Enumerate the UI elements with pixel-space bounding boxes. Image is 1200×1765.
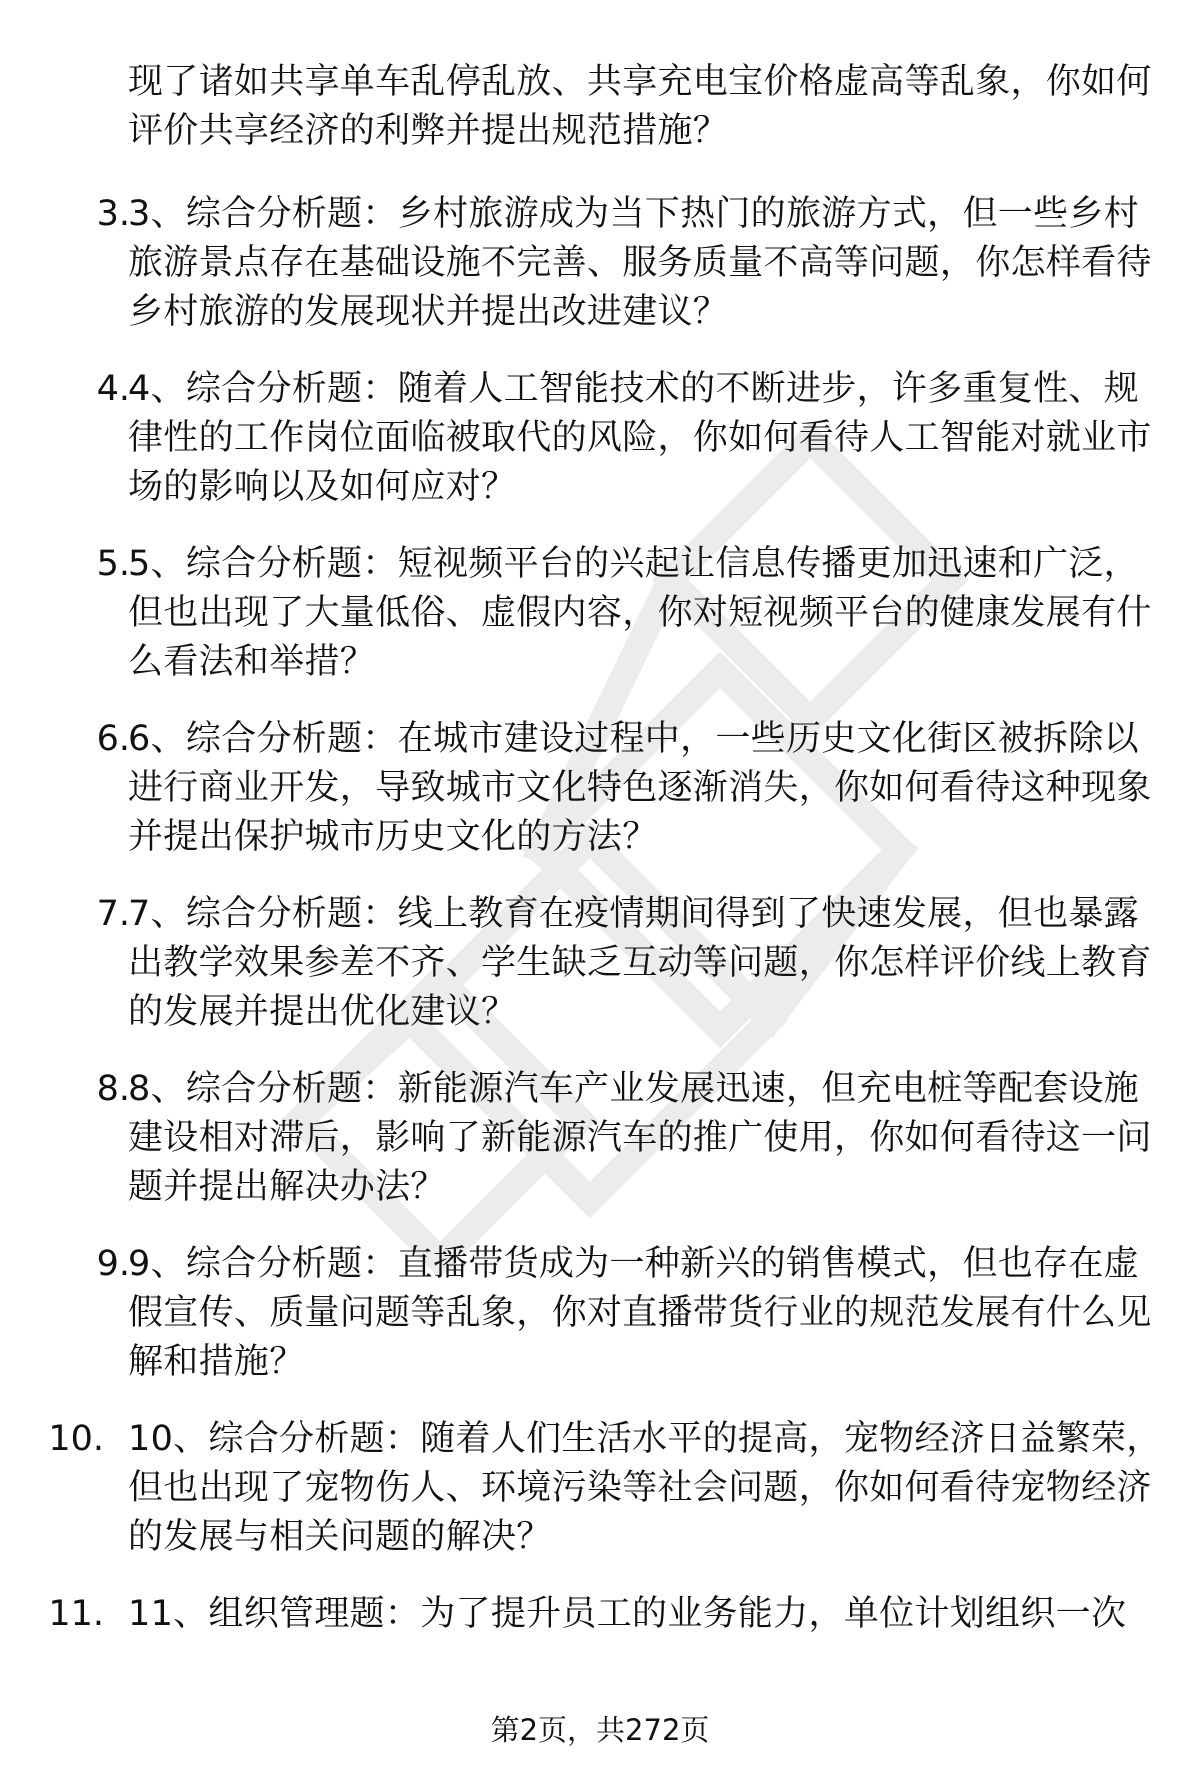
- question-text: 10、综合分析题：随着人们生活水平的提高，宠物经济日益繁荣，但也出现了宠物伤人、环境污染等社会问题，你如何看待宠物经济的发展与相关问题的解决？: [128, 1419, 1162, 1557]
- list-item-10: [0, 1415, 1200, 1590]
- page-footer: 第2页，共272页: [490, 1713, 710, 1747]
- question-text: 3、综合分析题：乡村旅游成为当下热门的旅游方式，但一些乡村旅游景点存在基础设施不完善、服务质量不高等问题，你怎样看待乡村旅游的发展现状并提出改进建议？: [128, 194, 1152, 332]
- question-text: 6、综合分析题：在城市建设过程中，一些历史文化街区被拆除以进行商业开发，导致城市文化特色逐渐消失，你如何看待这种现象并提出保护城市历史文化的方法？: [128, 719, 1152, 857]
- list-number: 7.: [96, 894, 130, 934]
- list-item-6: [0, 715, 1200, 890]
- list-item-4: [0, 365, 1200, 540]
- list-number: 6.: [96, 719, 130, 759]
- list-number: 11.: [48, 1594, 104, 1634]
- continued-question-text: 现了诸如共享单车乱停乱放、共享充电宝价格虚高等乱象，你如何评价共享经济的利弊并提出规范措施？: [128, 62, 1152, 151]
- list-number: 3.: [96, 194, 130, 234]
- question-text: 9、综合分析题：直播带货成为一种新兴的销售模式，但也存在虚假宣传、质量问题等乱象，你对直播带货行业的规范发展有什么见解和措施？: [128, 1244, 1152, 1382]
- list-item-3: [0, 190, 1200, 365]
- list-item-5: [0, 540, 1200, 715]
- question-text: 8、综合分析题：新能源汽车产业发展迅速，但充电桩等配套设施建设相对滞后，影响了新能源汽车的推广使用，你如何看待这一问题并提出解决办法？: [128, 1069, 1152, 1207]
- list-item-7: [0, 890, 1200, 1065]
- list-number: 4.: [96, 369, 130, 409]
- question-text: 5、综合分析题：短视频平台的兴起让信息传播更加迅速和广泛，但也出现了大量低俗、虚假内容，你对短视频平台的健康发展有什么看法和举措？: [128, 544, 1152, 682]
- question-text: 11、组织管理题：为了提升员工的业务能力，单位计划组织一次: [128, 1594, 1127, 1634]
- list-item-8: [0, 1065, 1200, 1240]
- list-number: 8.: [96, 1069, 130, 1109]
- list-number: 5.: [96, 544, 130, 584]
- list-item-9: [0, 1240, 1200, 1415]
- list-number: 10.: [48, 1419, 104, 1459]
- question-list: [0, 190, 1200, 1765]
- question-text: 7、综合分析题：线上教育在疫情期间得到了快速发展，但也暴露出教学效果参差不齐、学生缺乏互动等问题，你怎样评价线上教育的发展并提出优化建议？: [128, 894, 1152, 1032]
- list-number: 9.: [96, 1244, 130, 1284]
- question-text: 4、综合分析题：随着人工智能技术的不断进步，许多重复性、规律性的工作岗位面临被取代的风险，你如何看待人工智能对就业市场的影响以及如何应对？: [128, 369, 1152, 507]
